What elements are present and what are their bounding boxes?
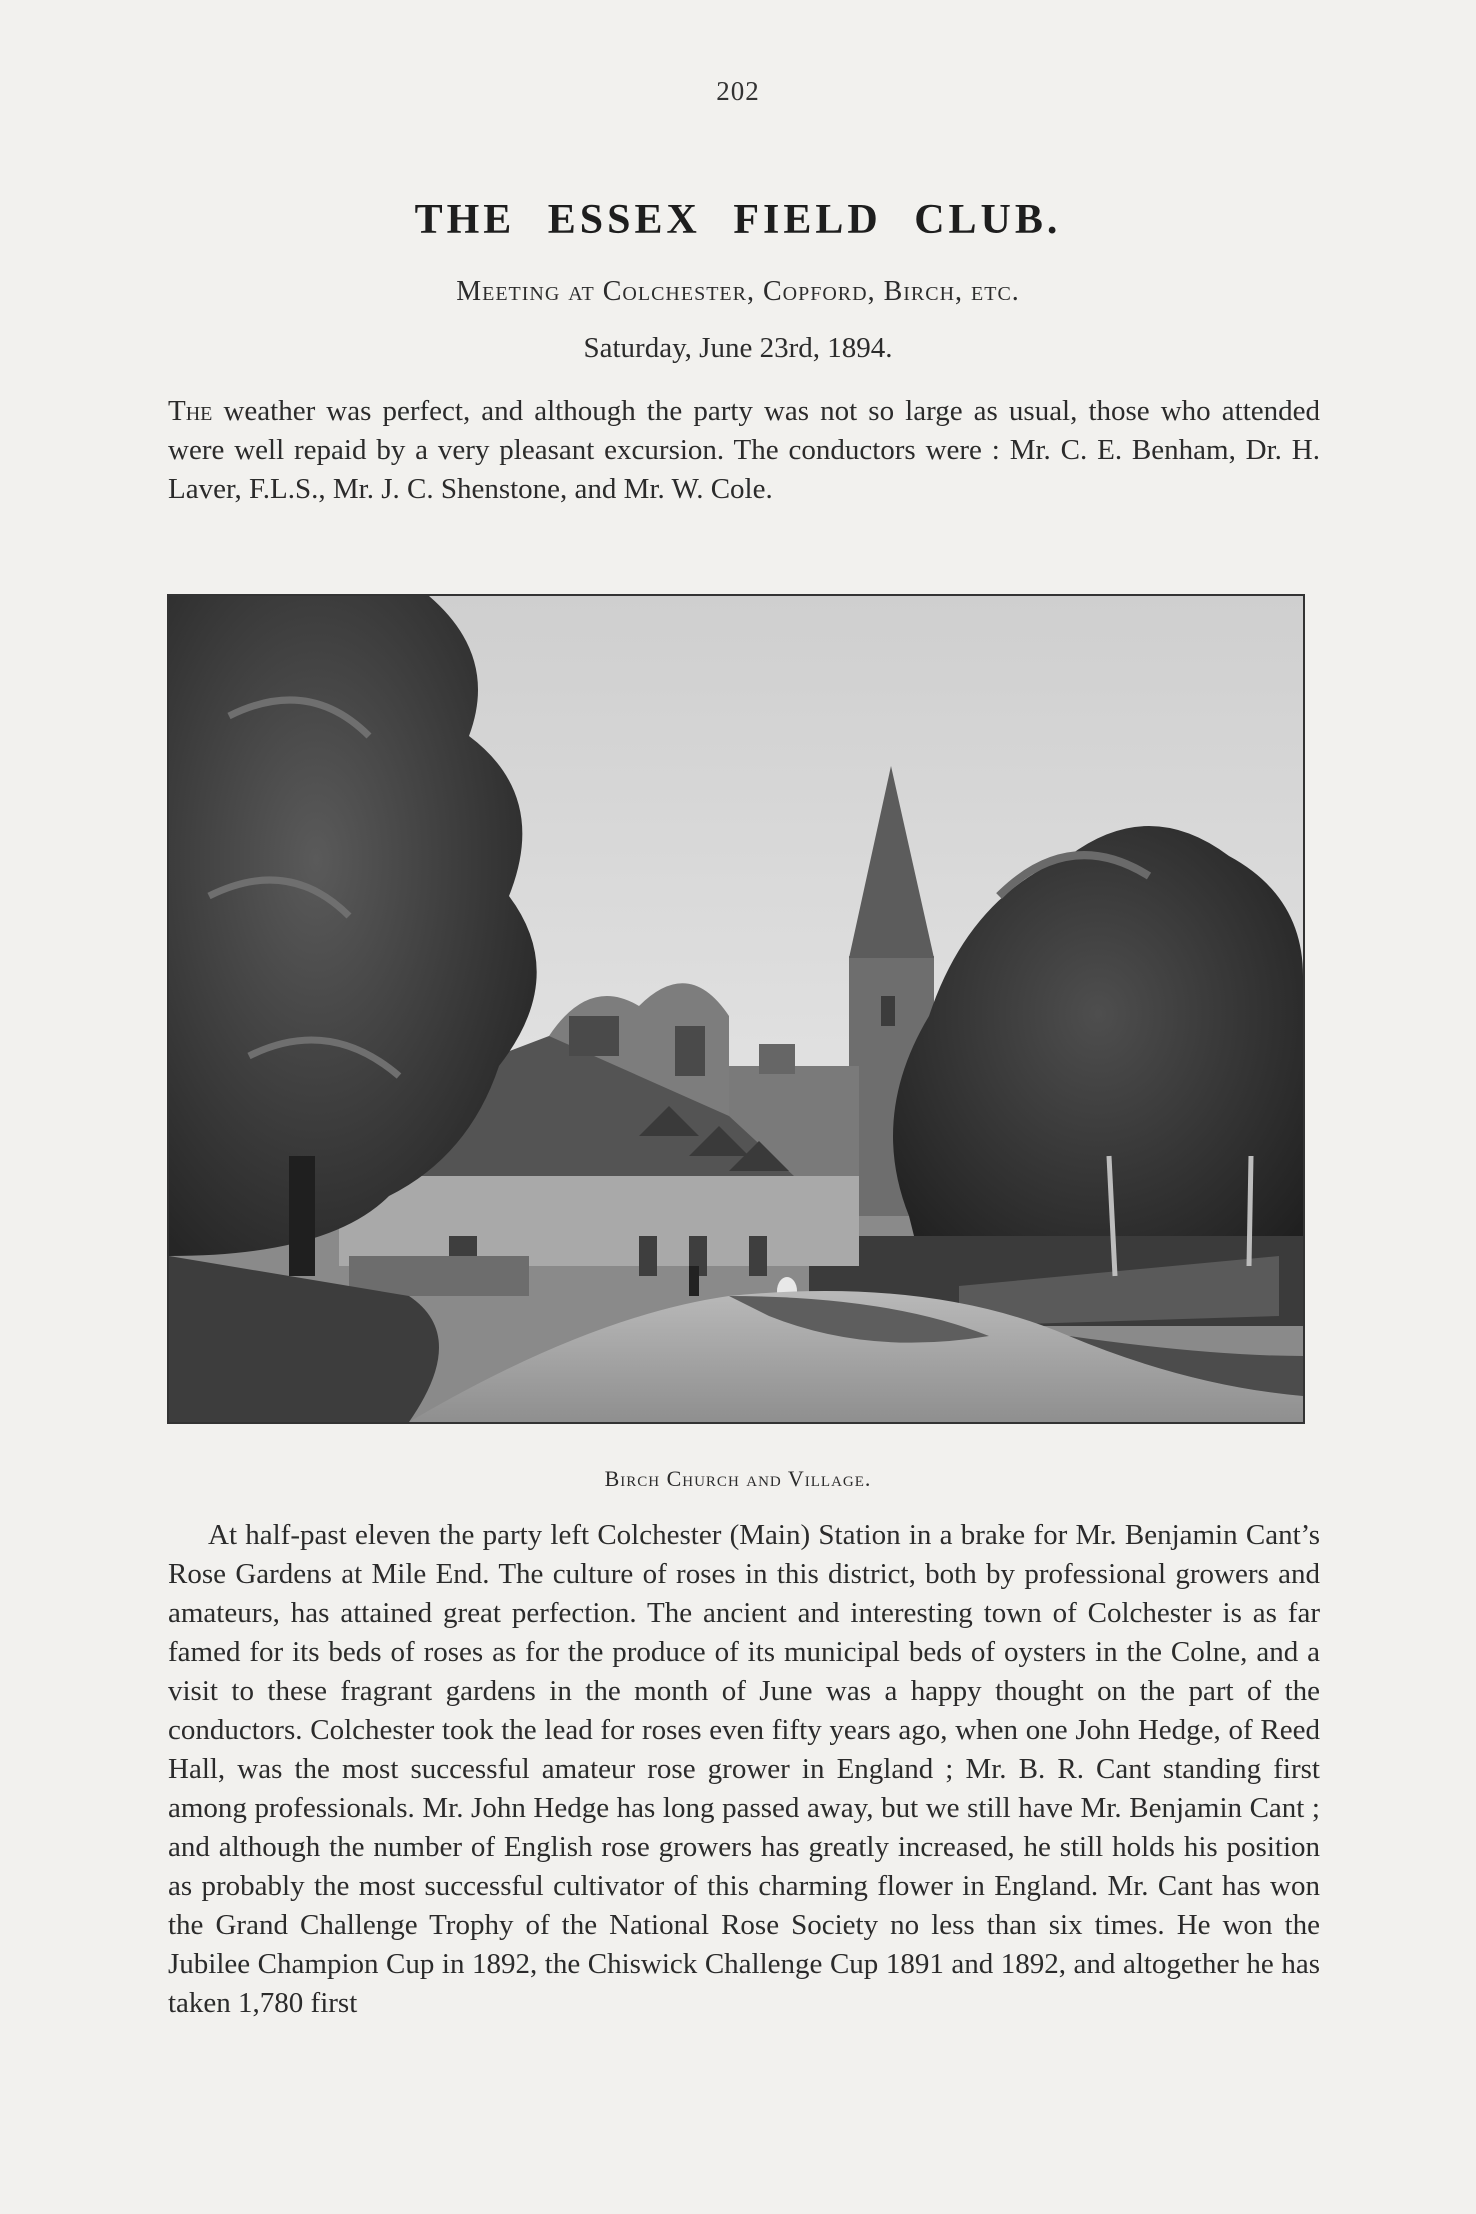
intro-paragraph (168, 392, 1320, 509)
intro-lead-word: The (168, 395, 213, 427)
figure-caption: Birch Church and Village. (604, 1466, 872, 1491)
article-title: THE ESSEX FIELD CLUB. (414, 197, 1062, 243)
meeting-date: Saturday, June 23rd, 1894. (583, 332, 893, 364)
page-number: 202 (716, 76, 760, 106)
meeting-subtitle: Meeting at Colchester, Copford, Birch, etc. (456, 276, 1020, 307)
body-paragraph: At half-past eleven the party left Colchester (Main) Station in a brake for Mr. Benjamin Cant’s Rose Gardens at Mile End. The culture of roses in this district, both by professional growers and amateurs, has attained great perfection. The ancient and interesting town of Colchester is as far famed for its beds of roses as for the produce of its municipal beds of oysters in the Colne, and a visit to these fragrant gardens in the month of June was a happy thought on the part of the conductors. Colchester took the lead for roses even fifty years ago, when one John Hedge, of Reed Hall, was the most successful amateur rose grower in England ; Mr. B. R. Cant standing first among professionals. Mr. John Hedge has long passed away, but we still have Mr. Benjamin Cant ; and although the number of English rose growers has greatly increased, he still holds his position as probably the most successful cultivator of this charming flower in England. Mr. Cant has won the Grand Challenge Trophy of the National Rose Society no less than six times. He won the Jubilee Champion Cup in 1892, the Chiswick Challenge Cup 1891 and 1892, and altogether he has taken 1,780 first (168, 1519, 1320, 2019)
intro-text: weather was perfect, and although the party was not so large as usual, those who attended were well repaid by a very pleasant excursion. The conductors were : Mr. C. E. Benham, Dr. H. Laver, F.L.S., Mr. J. C. Shenstone, and Mr. W. Cole. (168, 395, 1320, 505)
church-village-photograph (167, 594, 1305, 1424)
photograph-church-village-icon (169, 596, 1303, 1422)
